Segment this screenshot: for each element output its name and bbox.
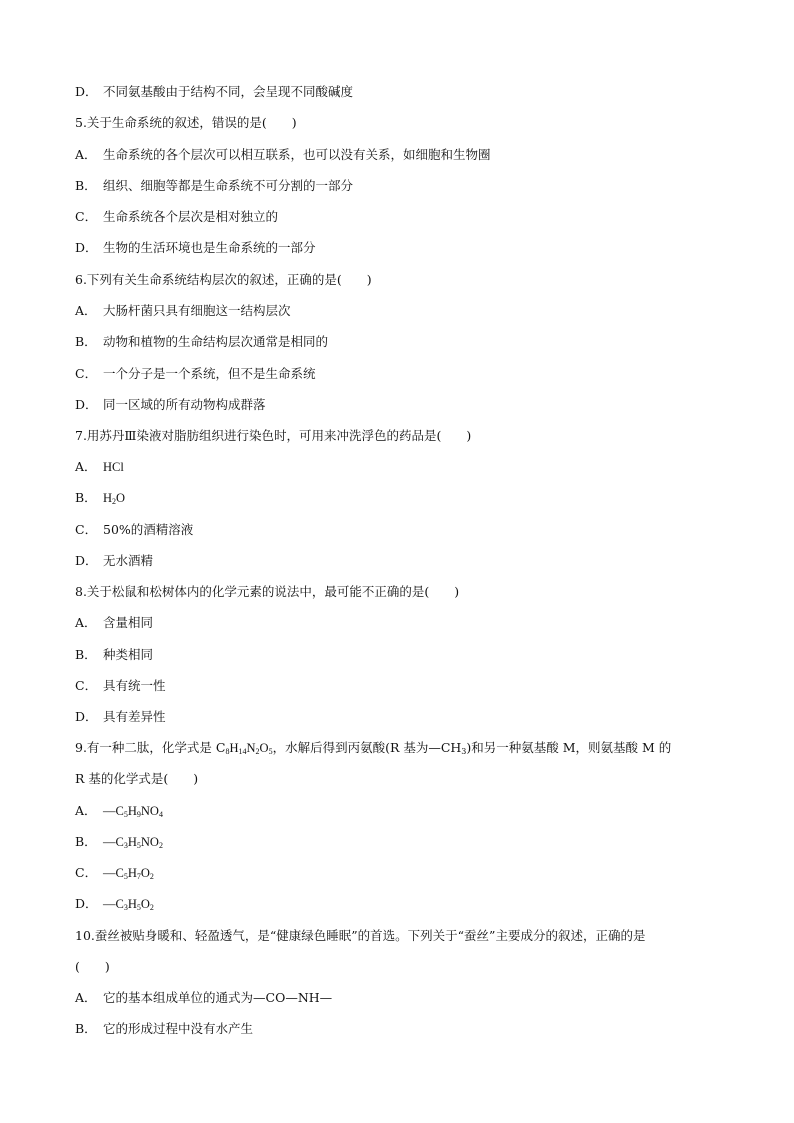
option-text: 同一区域的所有动物构成群落 (103, 397, 266, 412)
option-line (75, 834, 163, 850)
question-9-continued (75, 771, 198, 787)
option-text: 具有统一性 (103, 678, 166, 693)
option-letter: A． (75, 303, 97, 318)
formula-subscript: 5 (123, 810, 128, 819)
option-text: 不同氨基酸由于结构不同，会呈现不同酸碱度 (103, 84, 354, 99)
formula-subscript: 8 (225, 747, 230, 756)
option-letter: D． (75, 709, 98, 724)
formula-c8h14n2o5 (225, 741, 272, 755)
question-5 (75, 115, 297, 131)
option-line (75, 647, 153, 663)
question-10 (75, 928, 645, 944)
option-letter: D． (75, 84, 98, 99)
question-9 (75, 740, 671, 756)
option-line (75, 303, 291, 319)
option-text: 组织、细胞等都是生命系统不可分割的一部分 (103, 178, 354, 193)
formula-part: —C (103, 804, 124, 818)
option-line (75, 397, 266, 413)
option-letter: D． (75, 240, 98, 255)
option-line (75, 522, 193, 538)
formula-part: H (229, 741, 239, 755)
option-letter: A． (75, 459, 97, 474)
option-line (75, 678, 166, 694)
option-line (75, 615, 153, 631)
option-letter: D． (75, 397, 98, 412)
formula-option-d (103, 897, 154, 911)
question-7 (75, 428, 471, 444)
formula-part: NO (140, 835, 159, 849)
formula-subscript: 14 (238, 747, 247, 756)
option-text: HCl (103, 460, 124, 474)
option-text: 一个分子是一个系统，但不是生命系统 (103, 366, 316, 381)
question-text: 6.下列有关生命系统结构层次的叙述，正确的是( ) (75, 272, 372, 287)
option-text: 含量相同 (103, 615, 154, 630)
question-8 (75, 584, 459, 600)
option-text: 生命系统各个层次是相对独立的 (103, 209, 279, 224)
question-6 (75, 272, 372, 288)
formula-part: —C (103, 866, 124, 880)
option-letter: B． (75, 647, 97, 662)
option-line (75, 209, 278, 225)
option-line (75, 147, 491, 163)
formula-subscript: 7 (136, 872, 141, 881)
formula-subscript: 2 (149, 872, 154, 881)
option-line (75, 459, 124, 475)
option-letter: A． (75, 990, 97, 1005)
formula-part: —C (103, 897, 124, 911)
formula-part: NO (140, 804, 159, 818)
formula-part: H (127, 897, 137, 911)
option-line (75, 1021, 253, 1037)
option-line (75, 490, 125, 506)
formula-option-b (103, 835, 163, 849)
question-10-continued (75, 959, 110, 975)
option-letter: C． (75, 366, 98, 381)
option-letter: D． (75, 896, 98, 911)
formula-subscript: 3 (123, 841, 128, 850)
option-line (75, 990, 332, 1006)
formula-part: O (259, 741, 269, 755)
question-text: R 基的化学式是( ) (75, 771, 199, 786)
option-text: 无水酒精 (103, 553, 154, 568)
formula-subscript: 3 (461, 747, 467, 756)
question-text: 5.关于生命系统的叙述，错误的是( ) (75, 115, 297, 130)
question-text: 8.关于松鼠和松树体内的化学元素的说法中，最可能不正确的是( ) (75, 584, 460, 599)
option-letter: B． (75, 1021, 97, 1036)
formula-part: H (127, 835, 137, 849)
option-letter: B． (75, 334, 97, 349)
formula-subscript: 5 (136, 841, 141, 850)
option-line (75, 240, 316, 256)
option-line (75, 709, 166, 725)
formula-subscript: 5 (123, 872, 128, 881)
option-text: 它的基本组成单位的通式为—CO—NH— (103, 990, 333, 1005)
formula-subscript: 9 (136, 810, 141, 819)
formula-part: O (140, 897, 150, 911)
question-text: 7.用苏丹Ⅲ染液对脂肪组织进行染色时，可用来冲洗浮色的药品是( ) (75, 428, 472, 443)
option-letter: D． (75, 553, 98, 568)
formula-subscript: 2 (255, 747, 260, 756)
option-letter: B． (75, 490, 97, 505)
formula-part: O (116, 491, 126, 505)
option-letter: A． (75, 803, 97, 818)
formula-option-a (103, 804, 163, 818)
formula-h2o (103, 491, 125, 505)
formula-part: N (246, 741, 256, 755)
formula-part: H (103, 491, 113, 505)
formula-subscript: 5 (136, 903, 141, 912)
option-text: 具有差异性 (103, 709, 166, 724)
option-letter: C． (75, 522, 98, 537)
option-line (75, 865, 154, 881)
option-line (75, 366, 316, 382)
option-letter: B． (75, 834, 97, 849)
option-text: 50%的酒精溶液 (103, 522, 194, 537)
option-line (75, 803, 163, 819)
option-text: 种类相同 (103, 647, 154, 662)
option-line (75, 553, 153, 569)
formula-subscript: 3 (123, 903, 128, 912)
option-text: 动物和植物的生命结构层次通常是相同的 (103, 334, 329, 349)
option-letter: C． (75, 678, 98, 693)
option-letter: C． (75, 865, 98, 880)
question-text: ( ) (75, 959, 110, 974)
question-text: ，水解后得到丙氨酸(R 基为—CH (272, 740, 462, 755)
formula-part: H (127, 804, 137, 818)
formula-subscript: 2 (158, 841, 163, 850)
formula-subscript: 4 (158, 810, 163, 819)
option-text: 生命系统的各个层次可以相互联系，也可以没有关系，如细胞和生物圈 (103, 147, 491, 162)
question-text: 9.有一种二肽，化学式是 C (75, 740, 226, 755)
option-text: 生物的生活环境也是生命系统的一部分 (103, 240, 316, 255)
formula-subscript: 5 (268, 747, 273, 756)
option-letter: B． (75, 178, 97, 193)
option-text: 它的形成过程中没有水产生 (103, 1021, 254, 1036)
question-text: )和另一种氨基酸 M，则氨基酸 M 的 (466, 740, 672, 755)
formula-subscript: 2 (112, 497, 117, 506)
option-text: 大肠杆菌只具有细胞这一结构层次 (103, 303, 291, 318)
option-letter: A． (75, 615, 97, 630)
option-letter: A． (75, 147, 97, 162)
option-line (75, 896, 154, 912)
formula-part: H (127, 866, 137, 880)
option-line (75, 334, 328, 350)
option-letter: C． (75, 209, 98, 224)
option-line (75, 84, 353, 100)
question-text: 10.蚕丝被贴身暖和、轻盈透气，是“健康绿色睡眠”的首选。下列关于“蚕丝”主要成分的叙述，正确的是 (75, 928, 646, 943)
formula-option-c (103, 866, 154, 880)
formula-subscript: 2 (149, 903, 154, 912)
option-line (75, 178, 353, 194)
formula-part: —C (103, 835, 124, 849)
formula-part: O (140, 866, 150, 880)
